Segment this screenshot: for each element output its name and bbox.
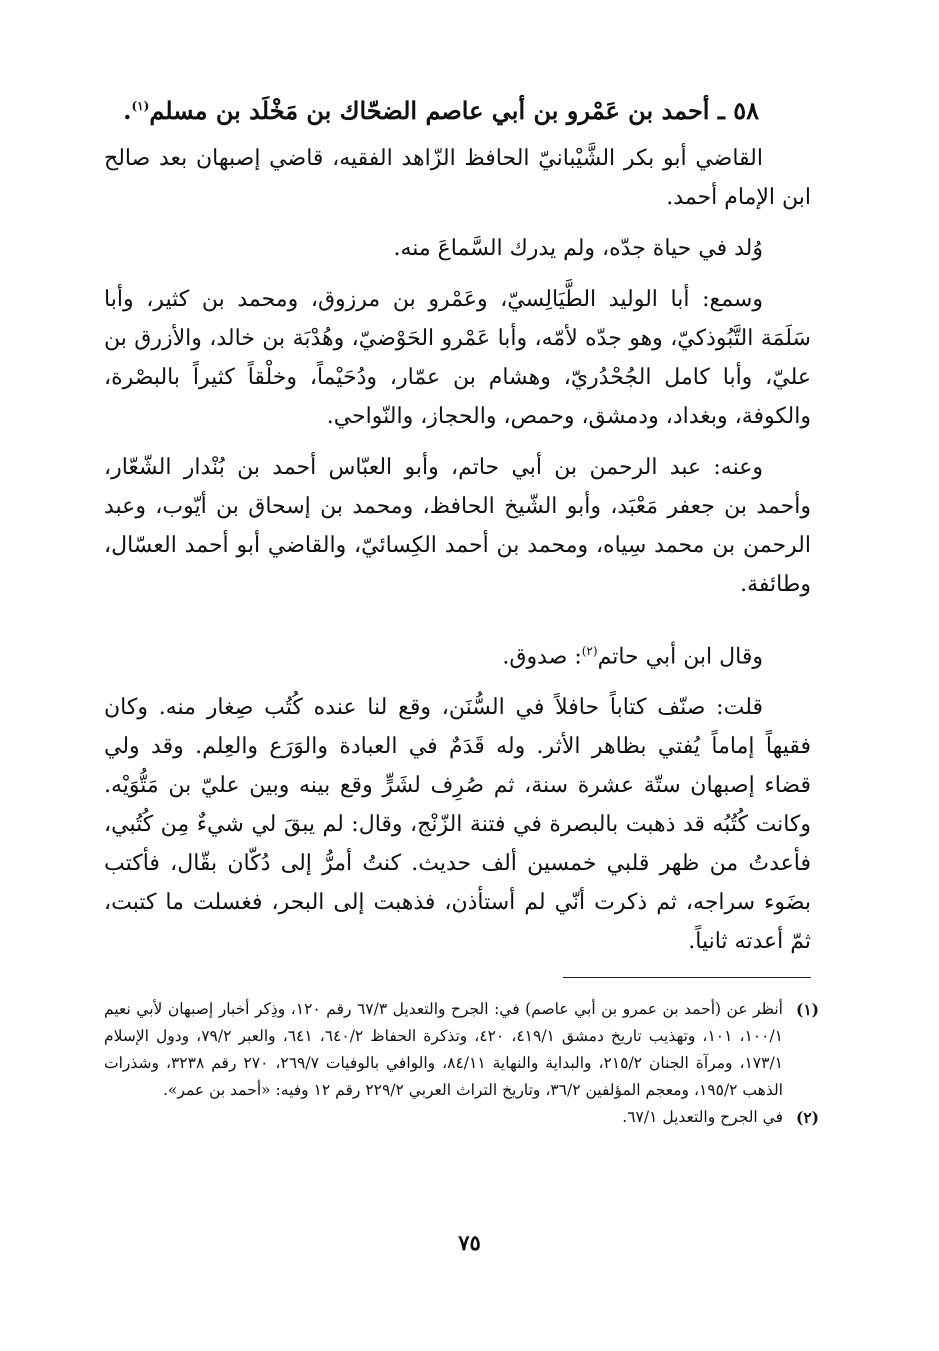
paragraph-birth: وُلد في حياة جدّه، ولم يدرك السَّماعَ منه. (393, 236, 763, 261)
page-number: ٧٥ (458, 1230, 481, 1255)
footnote-text: أنظر عن (أحمد بن عمرو بن أبي عاصم) في: الجرح والتعديل ٦٧/٣ رقم ١٢٠، وذِكر أخبار إصبهان لأبي نعيم ١٠٠/١، ١٠١، وتهذيب تاريخ دمشق ٤١٩/١، ٤٢٠، وتذكرة الحفاظ ٦٤٠/٢، ٦٤١، والعبر ٧٩/٢، ودول الإسلام ١٧٣/١، ومرآة الجنان ٢١٥/٢، والبداية والنهاية ٨٤/١١، والوافي بالوفيات ٢٦٩/٧، ٢٧٠ رقم ٣٢٣٨، وشذرات الذهب ١٩٥/٢، ومعجم المؤلفين ٣٦/٢، وتاريخ التراث العربي ٢٢٩/٢ رقم ١٢ وفيه: «أحمد بن عمر». (104, 1000, 784, 1099)
paragraph-quote (104, 632, 811, 676)
entry-title: أحمد بن عَمْرو بن أبي عاصم الضحّاك بن مَخْلَد بن مسلم (149, 96, 710, 125)
paragraph-students: وعنه: عبد الرحمن بن أبي حاتم، وأبو العبّاس أحمد بن بُنْدار الشّعّار، وأحمد بن جعفر مَعْبَد، وأبو الشّيخ الحافظ، ومحمد بن إسحاق بن أيّوب، وعبد الرحمن بن محمد سِياه، ومحمد بن أحمد الكِسائيّ، والقاضي أبو أحمد العسّال، وطائفة. (104, 455, 811, 597)
paragraph-biography: القاضي أبو بكر الشَّيْبانيّ الحافظ الزّاهد الفقيه، قاضي إصبهان بعد صالح ابن الإمام أحمد. (104, 146, 811, 210)
footnote-1 (104, 996, 819, 1104)
footnote-number: (١) (795, 1000, 819, 1019)
footnote-number: (٢) (795, 1108, 819, 1127)
footnote-ref-2[interactable]: (٢) (581, 644, 598, 658)
quote-after: : صدوق. (502, 644, 582, 670)
footnote-2 (104, 1104, 819, 1131)
entry-number: ٥٨ ـ (717, 96, 759, 125)
quote-before: وقال ابن أبي حاتم (597, 644, 763, 670)
footnotes (104, 996, 819, 1131)
paragraph-teachers: وسمع: أبا الوليد الطَّيَالِسيّ، وعَمْرو بن مرزوق، ومحمد بن كثير، وأبا سَلَمَة التَّبُوذكيّ، وهو جدّه لأمّه، وأبا عَمْرو الحَوْضيّ، وهُدْبَة بن خالد، والأزرق بن عليّ، وأبا كامل الجُحْدُريّ، وهشام بن عمّار، ودُحَيْماً، وخلْقاً كثيراً بالبصْرة، والكوفة، وبغداد، ودمشق، وحمص، والحجاز، والنّواحي. (104, 287, 811, 429)
footnote-text: في الجرح والتعديل ٦٧/١. (622, 1108, 783, 1126)
entry-heading: ٥٨ ـ أحمد بن عَمْرو بن أبي عاصم الضحّاك بن مَخْلَد بن مسلم$^{(١)}$. (123, 96, 759, 125)
paragraph-closing: قلت: صنّف كتاباً حافلاً في السُّنَن، وقع لنا عنده كُتُب صِغار منه. وكان فقيهاً إماماً يُفتي بظاهر الأثر. وله قَدَمٌ في العبادة والوَرَع والعِلم. وقد ولي قضاء إصبهان ستّة عشرة سنة، ثم صُرِف لشَرٍّ وقع بينه وبين عليّ بن مَتُّوَيْه. وكانت كُتُبُه قد ذهبت بالبصرة في فتنة الزّنْج، وقال: لم يبقَ لي شيءٌ مِن كُتُبي، فأعدتُ من ظهر قلبي خمسين ألف حديث. كنتُ أمرُّ إلى دُكّان بقّال، فأكتب بضَوء سراجه، ثم ذكرت أنّي لم أستأذن، فذهبت إلى البحر، فغسلت ما كتبت، ثمّ أعدته ثانياً. (104, 695, 811, 955)
footnote-ref-1[interactable]: (١) (131, 99, 150, 113)
footnote-divider (563, 977, 811, 978)
